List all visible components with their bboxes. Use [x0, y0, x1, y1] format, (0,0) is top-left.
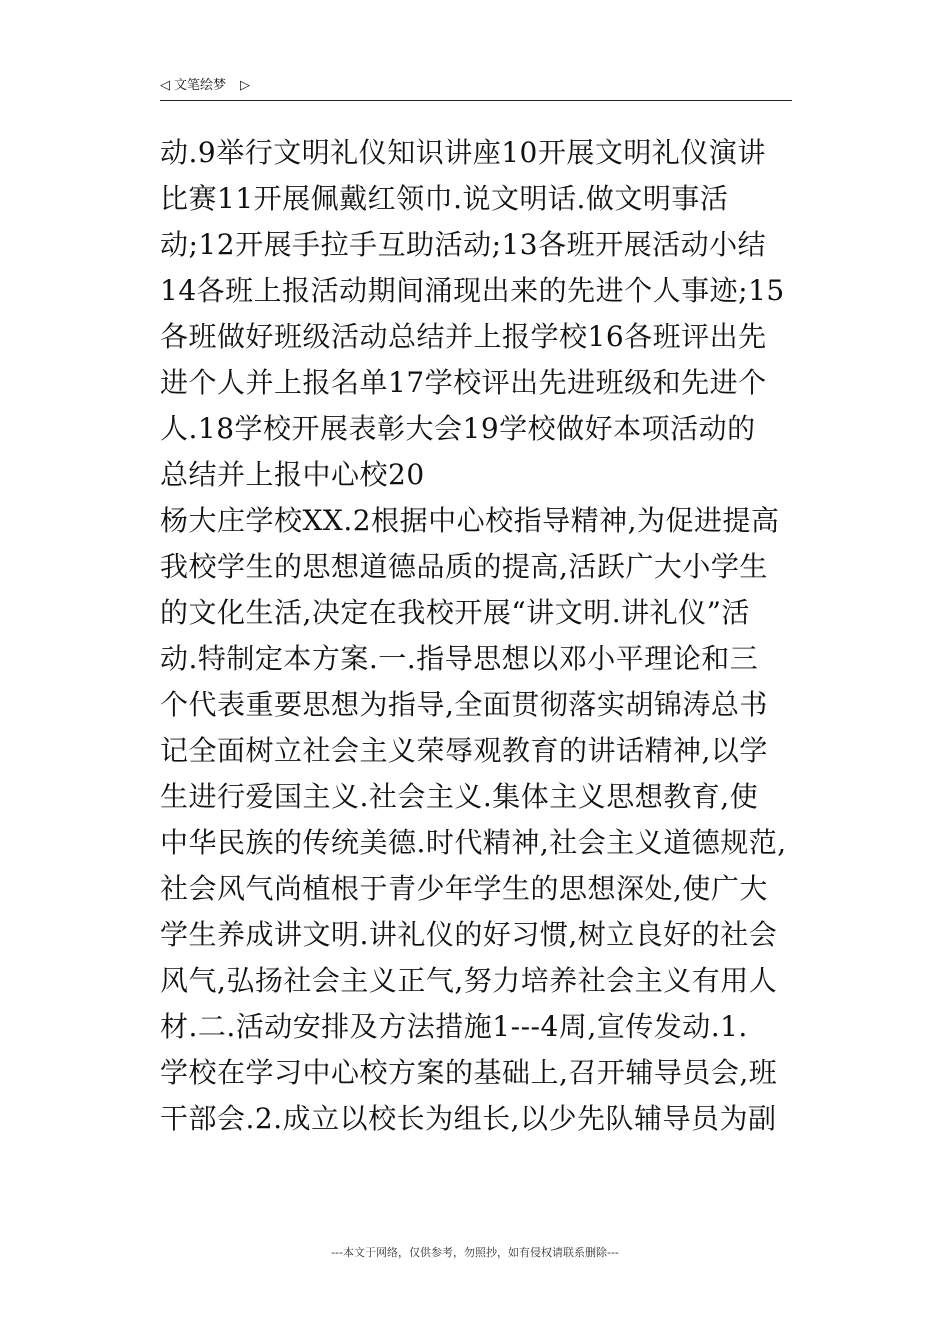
header-title: 文笔绘梦 — [174, 78, 227, 93]
right-triangle-icon: ▷ — [240, 78, 250, 93]
text-line: 学生养成讲文明.讲礼仪的好习惯,树立良好的社会 — [160, 918, 778, 951]
text-line: 动;12开展手拉手互助活动;13各班开展活动小结 — [160, 228, 767, 261]
text-line: 动.9举行文明礼仪知识讲座10开展文明礼仪演讲 — [160, 136, 766, 169]
text-line: 14各班上报活动期间涌现出来的先进个人事迹;15 — [160, 274, 785, 307]
text-line: 学校在学习中心校方案的基础上,召开辅导员会,班 — [160, 1056, 778, 1089]
text-line: 的文化生活,决定在我校开展“讲文明.讲礼仪”活 — [160, 596, 750, 629]
text-line: 材.二.活动安排及方法措施1---4周,宣传发动.1. — [160, 1010, 748, 1043]
text-line: 干部会.2.成立以校长为组长,以少先队辅导员为副 — [160, 1102, 777, 1135]
document-body — [160, 130, 792, 1142]
text-line: 个代表重要思想为指导,全面贯彻落实胡锦涛总书 — [160, 688, 768, 721]
text-line: 社会风气尚植根于青少年学生的思想深处,使广大 — [160, 872, 768, 905]
text-line: 生进行爱国主义.社会主义.集体主义思想教育,使 — [160, 780, 759, 813]
text-line: 动.特制定本方案.一.指导思想以邓小平理论和三 — [160, 642, 759, 675]
text-line: 杨大庄学校XX.2根据中心校指导精神,为促进提高 — [160, 504, 780, 537]
text-line: 各班做好班级活动总结并上报学校16各班评出先 — [160, 320, 767, 353]
text-line: 总结并上报中心校20 — [160, 458, 425, 491]
text-line: 风气,弘扬社会主义正气,努力培养社会主义有用人 — [160, 964, 778, 997]
text-line: 我校学生的思想道德品质的提高,活跃广大小学生 — [160, 550, 768, 583]
text-line: 进个人并上报名单17学校评出先进班级和先进个 — [160, 366, 767, 399]
page-header — [160, 74, 792, 101]
text-line: 记全面树立社会主义荣辱观教育的讲话精神,以学 — [160, 734, 768, 767]
text-line: 比赛11开展佩戴红领巾.说文明话.做文明事活 — [160, 182, 729, 215]
text-line: 中华民族的传统美德.时代精神,社会主义道德规范, — [160, 826, 787, 859]
left-triangle-icon: ◁ — [160, 78, 170, 93]
text-line: 人.18学校开展表彰大会19学校做好本项活动的 — [160, 412, 756, 445]
page-footer: ---本文于网络，仅供参考，勿照抄，如有侵权请联系删除--- — [331, 1246, 619, 1259]
